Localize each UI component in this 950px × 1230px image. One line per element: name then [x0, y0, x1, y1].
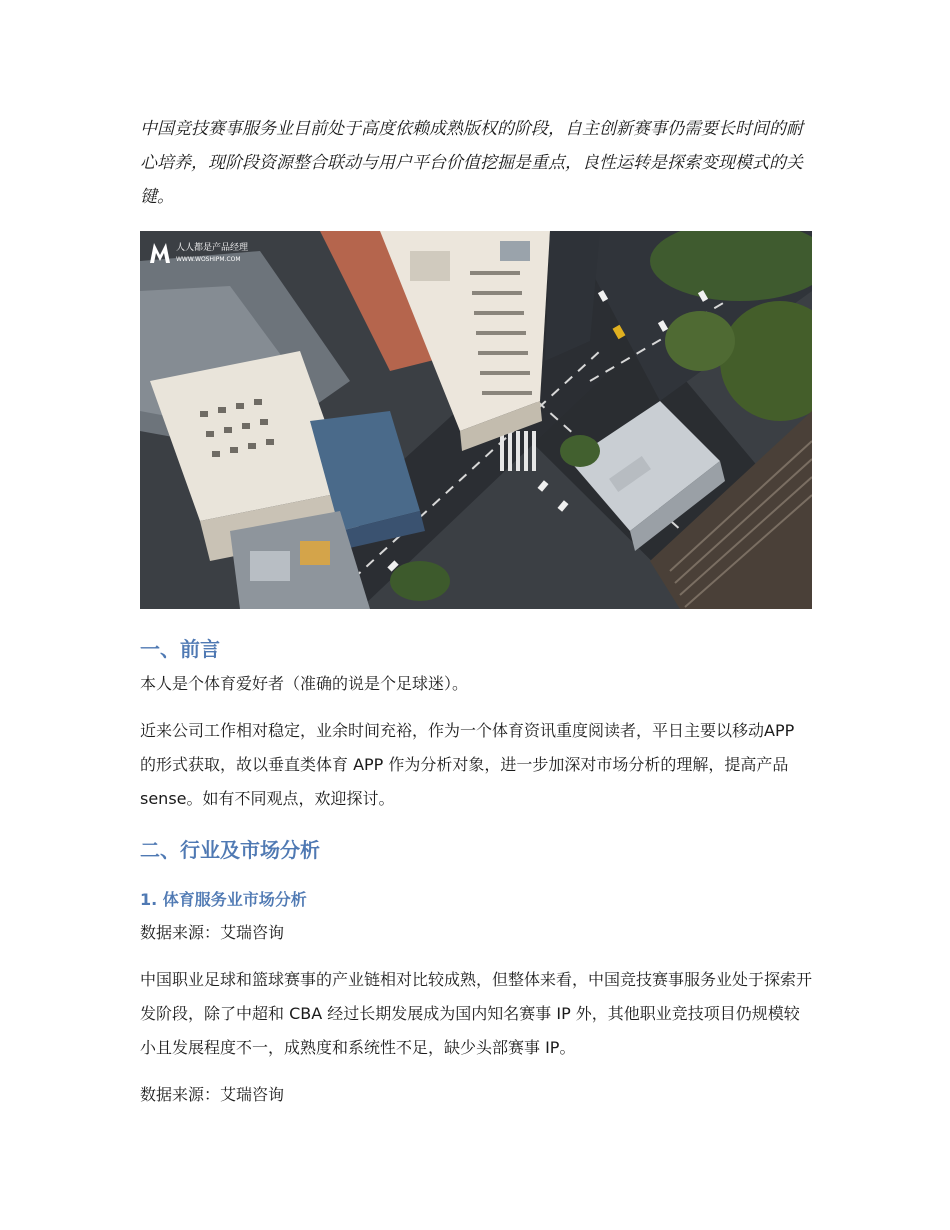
article-lede: 中国竞技赛事服务业目前处于高度依赖成熟版权的阶段，自主创新赛事仍需要长时间的耐心培养，现阶段资源整合联动与用户平台价值挖掘是重点，良性运转是探索变现模式的关键。 — [140, 119, 803, 207]
data-source-1: 数据来源：艾瑞咨询 — [140, 923, 285, 942]
section-heading-intro: 一、前言 — [140, 637, 220, 661]
watermark-brand: 人人都是产品经理 — [176, 243, 249, 253]
watermark-url: WWW.WOSHIPM.COM — [176, 256, 241, 263]
subsection-heading-sports-services: 1. 体育服务业市场分析 — [140, 890, 307, 909]
hero-image — [140, 231, 812, 609]
data-source-2: 数据来源：艾瑞咨询 — [140, 1085, 285, 1104]
article — [140, 112, 812, 1112]
paragraph-market-1: 中国职业足球和篮球赛事的产业链相对比较成熟，但整体来看，中国竞技赛事服务业处于探索开发阶段，除了中超和 CBA 经过长期发展成为国内知名赛事 IP 外，其他职业竞技项目仍规模较小且发展程度不一，成熟度和系统性不足，缺少头部赛事 IP。 — [140, 970, 813, 1057]
section-heading-market: 二、行业及市场分析 — [140, 838, 320, 862]
paragraph-intro-2: 近来公司工作相对稳定，业余时间充裕，作为一个体育资讯重度阅读者，平日主要以移动APP 的形式获取，故以垂直类体育 APP 作为分析对象，进一步加深对市场分析的理解，提高产品 sense。如有不同观点，欢迎探讨。 — [140, 721, 795, 808]
paragraph-intro-1: 本人是个体育爱好者（准确的说是个足球迷）。 — [140, 674, 469, 693]
